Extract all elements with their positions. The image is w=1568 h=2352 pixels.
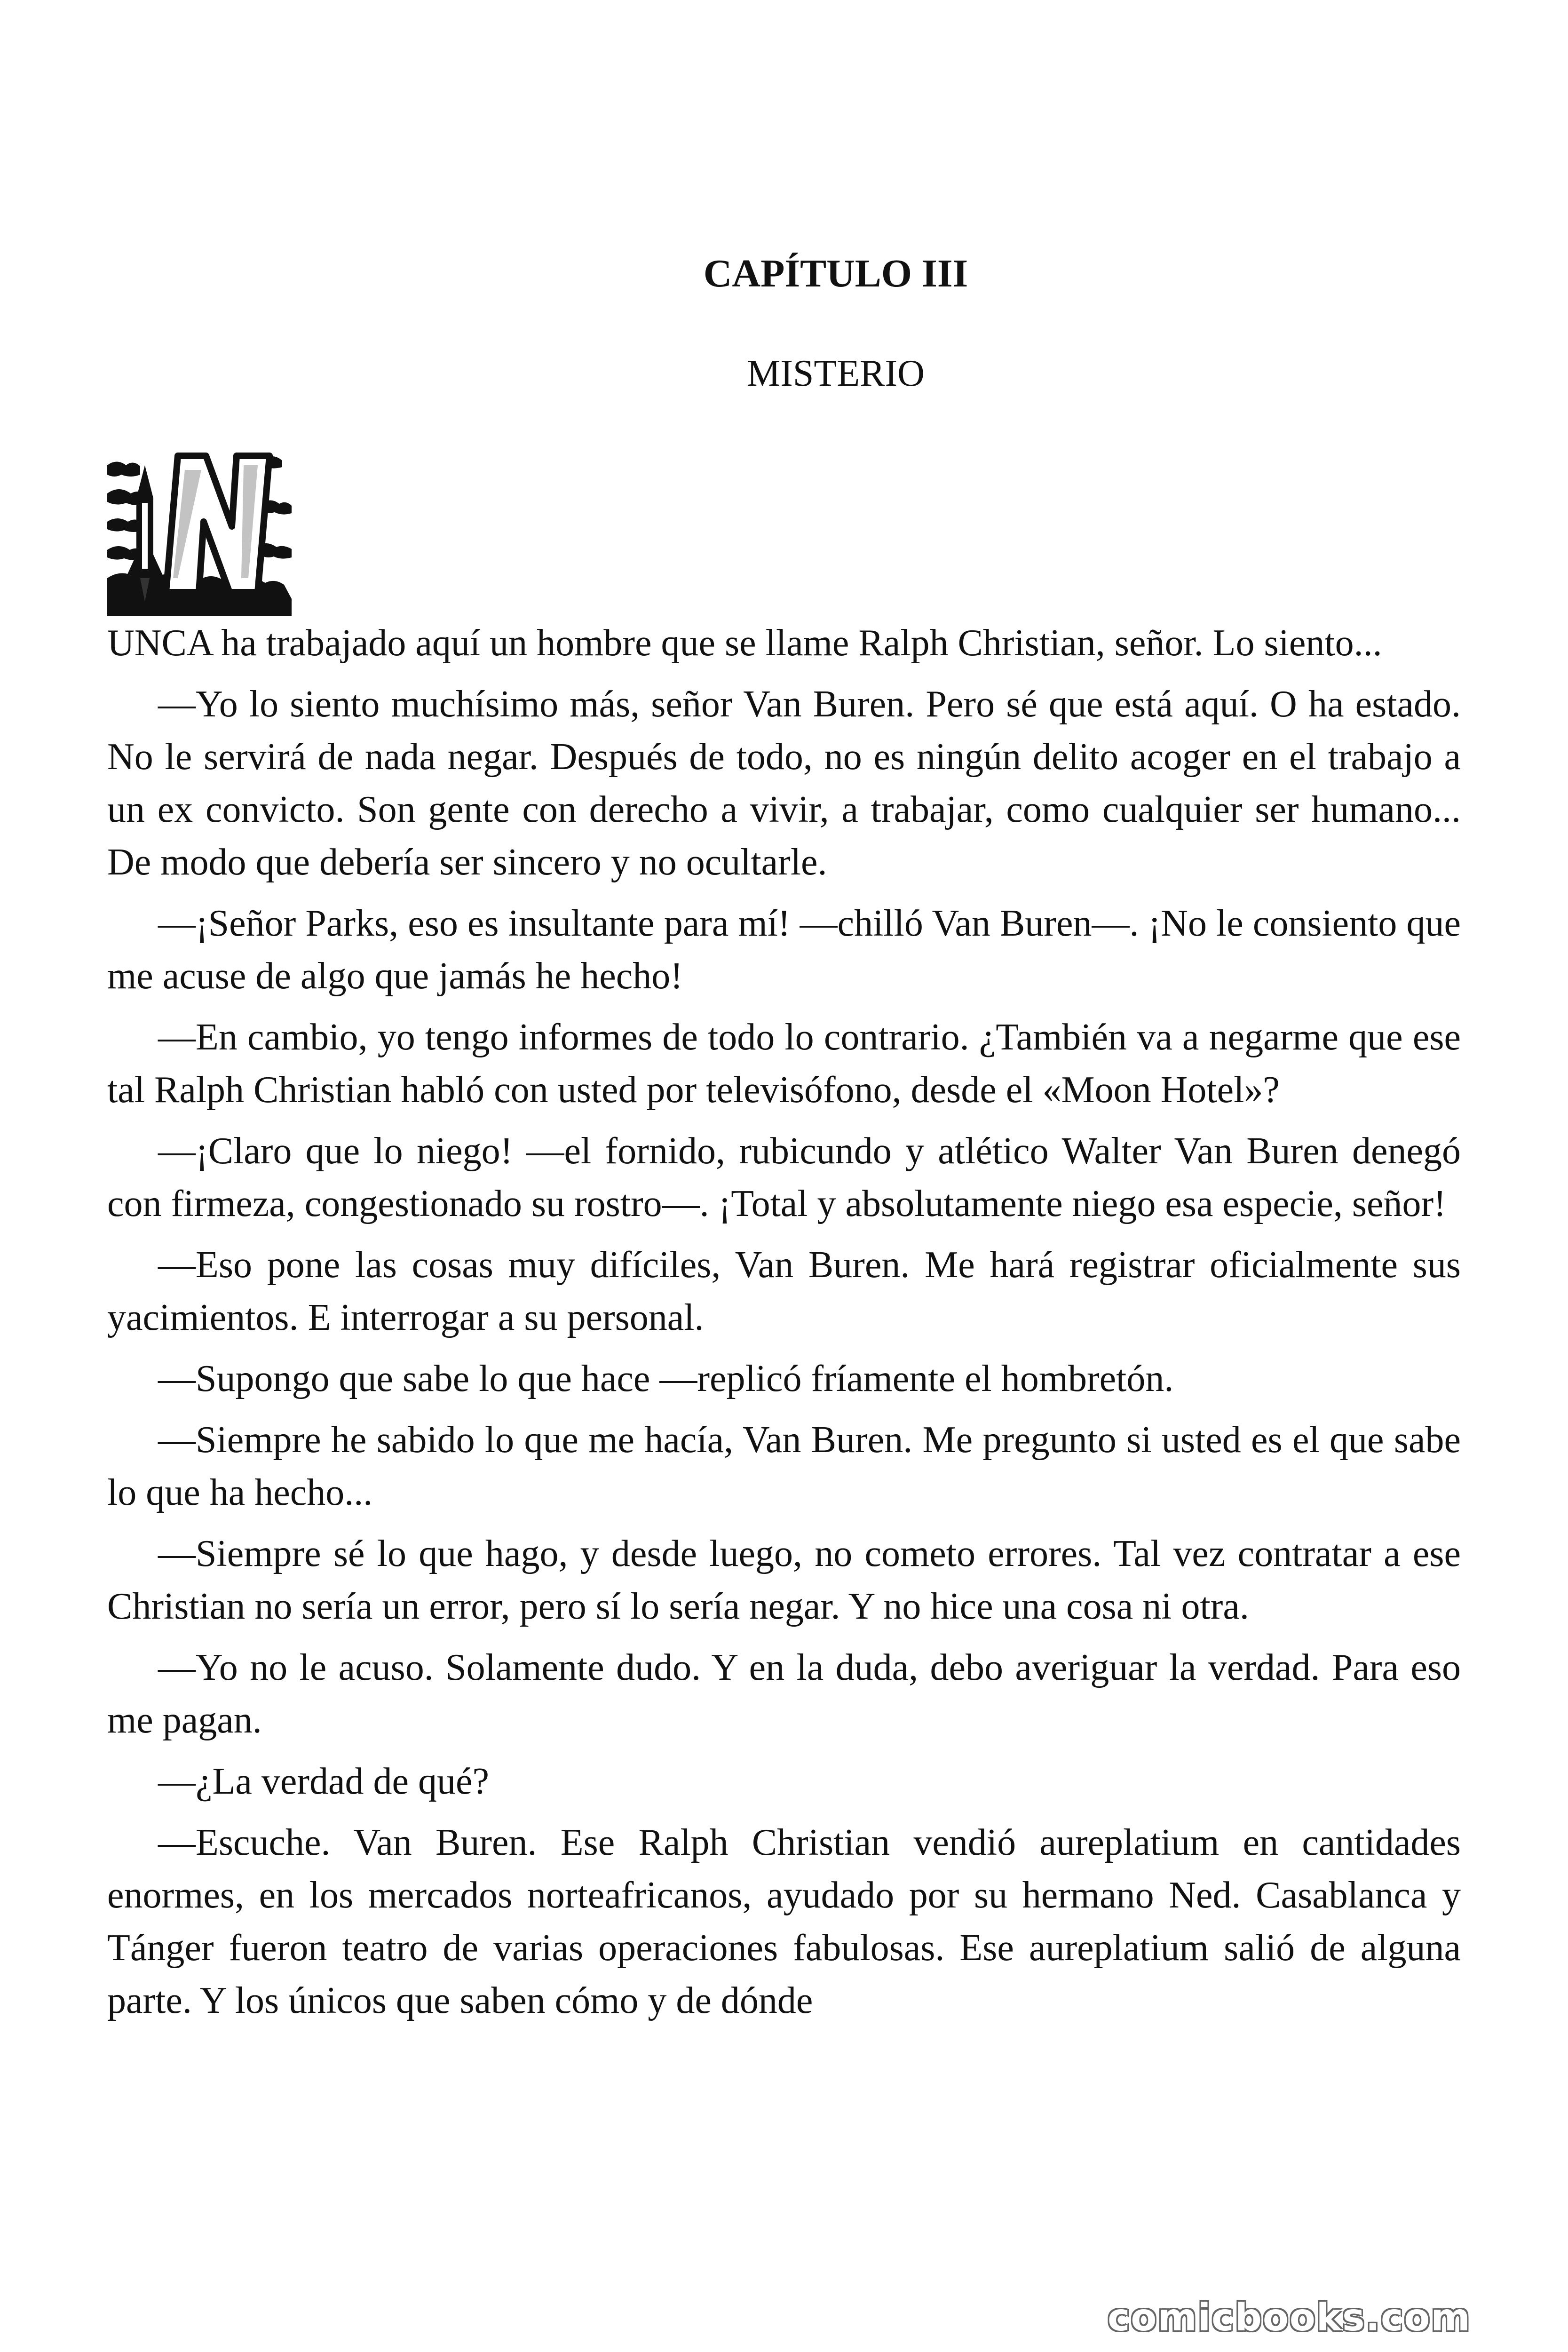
- paragraph-4: —En cambio, yo tengo informes de todo lo contrario. ¿También va a negarme que ese tal Ralph Christian habló con usted por televisófono, desde el «Moon Hotel»?: [107, 1017, 1461, 1111]
- paragraph-1: UNCA ha trabajado aquí un hombre que se llame Ralph Christian, señor. Lo siento...: [107, 622, 1382, 664]
- book-page: [107, 254, 1461, 2035]
- paragraph-10: —Yo no le acuso. Solamente dudo. Y en la duda, debo averiguar la verdad. Para eso me pagan.: [107, 1647, 1461, 1741]
- paragraph-12: —Escuche. Van Buren. Ese Ralph Christian vendió aureplatium en cantidades enormes, en los mercados norteafricanos, ayudado por su hermano Ned. Casablanca y Tánger fueron teatro de varias operaciones fabulosas. Ese aureplatium salió de alguna parte. Y los únicos que saben cómo y de dónde: [107, 1822, 1461, 2021]
- chapter-heading: CAPÍTULO III: [703, 252, 968, 295]
- paragraph-11: —¿La verdad de qué?: [158, 1761, 490, 1802]
- chapter-subtitle: MISTERIO: [747, 353, 925, 394]
- drop-cap-illustration: [107, 437, 292, 616]
- paragraph-6: —Eso pone las cosas muy difíciles, Van Buren. Me hará registrar oficialmente sus yacimientos. E interrogar a su personal.: [107, 1244, 1461, 1338]
- rocket-letter-icon: [107, 437, 292, 616]
- paragraph-7: —Supongo que sabe lo que hace —replicó fríamente el hombretón.: [158, 1358, 1174, 1399]
- paragraph-3: —¡Señor Parks, eso es insultante para mí! —chilló Van Buren—. ¡No le consiento que me acuse de algo que jamás he hecho!: [107, 903, 1461, 997]
- paragraph-9: —Siempre sé lo que hago, y desde luego, no cometo errores. Tal vez contratar a ese Christian no sería un error, pero sí lo sería negar. Y no hice una cosa ni otra.: [107, 1533, 1461, 1627]
- watermark: comicbooks.com: [1108, 2296, 1471, 2339]
- paragraph-5: —¡Claro que lo niego! —el fornido, rubicundo y atlético Walter Van Buren denegó con firmeza, congestionado su rostro—. ¡Total y absolutamente niego esa especie, señor!: [107, 1130, 1461, 1224]
- chapter-body: [107, 617, 1461, 2027]
- paragraph-8: —Siempre he sabido lo que me hacía, Van Buren. Me pregunto si usted es el que sabe lo que ha hecho...: [107, 1419, 1461, 1513]
- paragraph-2: —Yo lo siento muchísimo más, señor Van Buren. Pero sé que está aquí. O ha estado. No le servirá de nada negar. Después de todo, no es ningún delito acoger en el trabajo a un ex convicto. Son gente con derecho a vivir, a trabajar, como cualquier ser humano... De modo que debería ser sincero y no ocultarle.: [107, 683, 1461, 883]
